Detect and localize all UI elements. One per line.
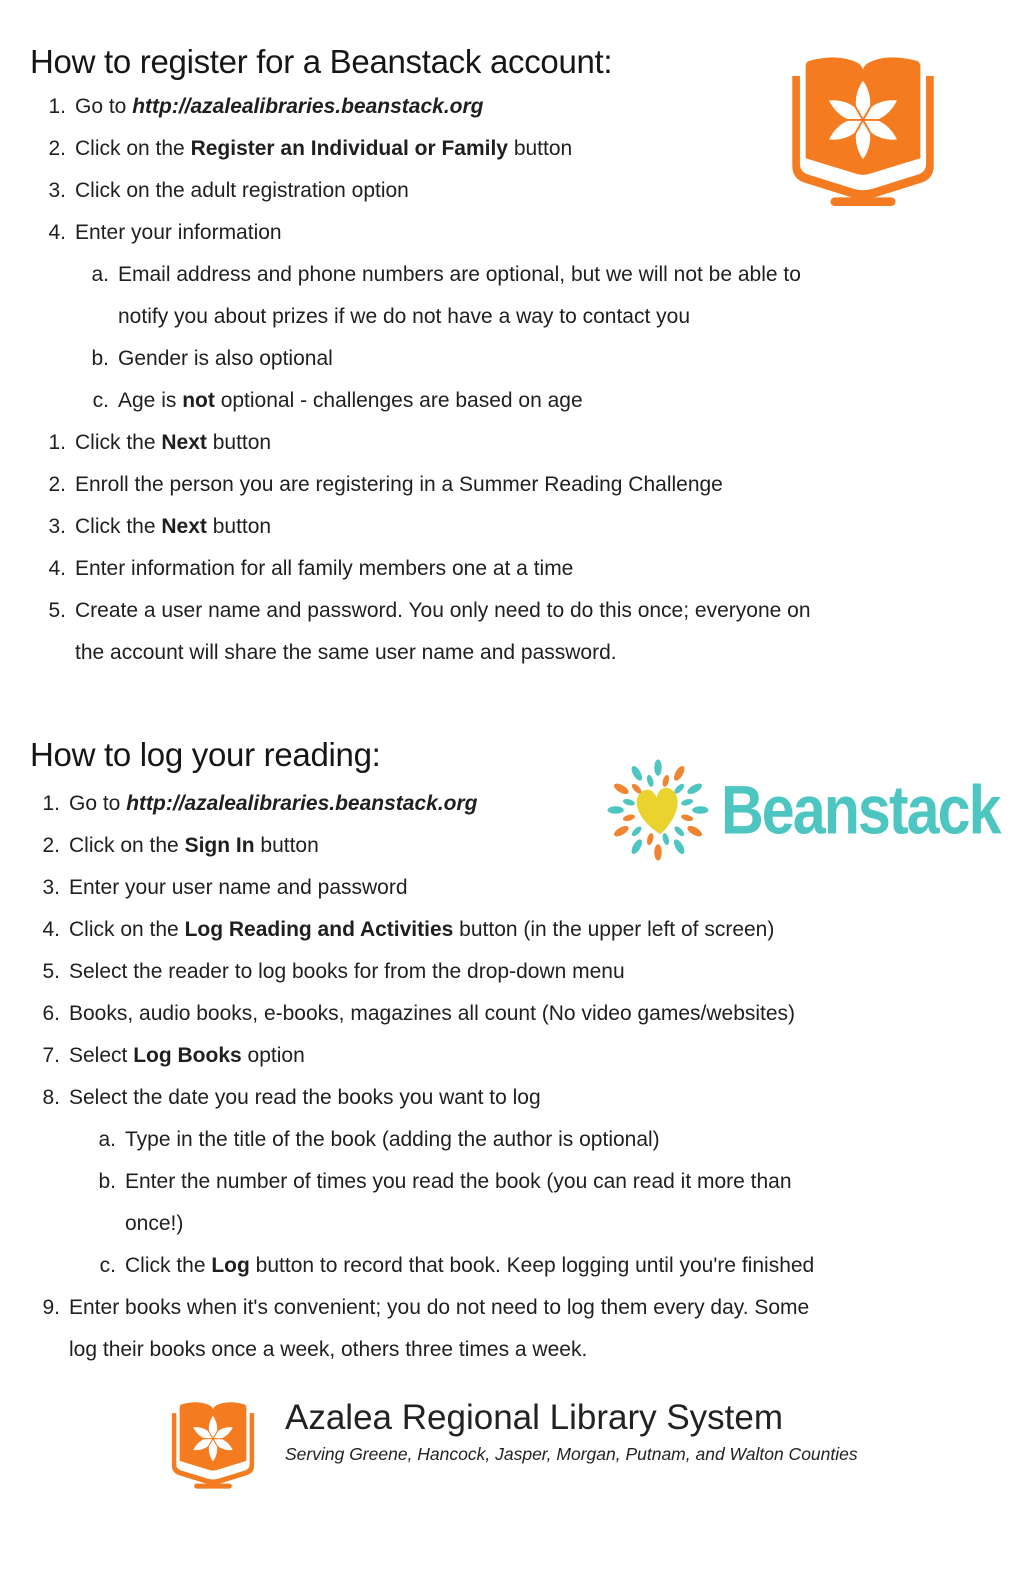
step-text: Enter information for all family members one at a time [75, 557, 574, 580]
step-text: Click the Next button [75, 515, 272, 538]
step-text: Enroll the person you are registering in a Summer Reading Challenge [75, 473, 723, 496]
step-text: Select the reader to log books for from the drop-down menu [69, 960, 625, 983]
step [30, 506, 811, 548]
step-marker: a. [98, 1128, 116, 1151]
step-text: Enter books when it's convenient; you do not need to log them every day. Some log their books once a week, others three times a week. [69, 1296, 810, 1361]
step [24, 993, 814, 1035]
step-marker: c. [92, 389, 109, 412]
book-flower-icon [777, 53, 949, 207]
sub-step [24, 1161, 814, 1245]
step-text: Click the Log button to record that book. Keep logging until you're finished [125, 1254, 815, 1277]
step-text: Create a user name and password. You only need to do this once; everyone on the account will share the same user name and password. [75, 599, 811, 664]
step-text: Enter the number of times you read the book (you can read it more than once!) [125, 1170, 792, 1235]
step-text: Go to http://azalealibraries.beanstack.org [75, 95, 484, 118]
step-text: Email address and phone numbers are optional, but we will not be able to notify you about prizes if we do not have a way to contact you [118, 263, 801, 328]
step-text: Select the date you read the books you want to log [69, 1086, 541, 1109]
beanstack-wordmark: Beanstack [721, 771, 1000, 849]
step [30, 422, 811, 464]
step [30, 464, 811, 506]
step [30, 170, 801, 212]
step-marker: 9. [42, 1296, 60, 1319]
step-marker: a. [91, 263, 109, 286]
step-marker: 2. [48, 137, 66, 160]
logging-section-title: How to log your reading: [30, 736, 381, 773]
register-section-title: How to register for a Beanstack account: [30, 43, 613, 80]
step-marker: 2. [42, 834, 60, 857]
step [24, 867, 814, 909]
step-marker: c. [99, 1254, 116, 1277]
step-text: Go to http://azalealibraries.beanstack.org [69, 792, 478, 815]
step [30, 212, 801, 254]
step [24, 1287, 814, 1371]
step-text: Click the Next button [75, 431, 272, 454]
footer-text-block [285, 1398, 858, 1465]
sub-step [30, 380, 801, 422]
step-marker: 4. [42, 918, 60, 941]
step-marker: 3. [48, 515, 66, 538]
step-text: Books, audio books, e-books, magazines all count (No video games/websites) [69, 1002, 796, 1025]
step [24, 825, 814, 867]
step-text: Age is not optional - challenges are based on age [118, 389, 583, 412]
step-marker: 8. [42, 1086, 60, 1109]
book-flower-icon [163, 1391, 263, 1498]
footer-library-logo [163, 1391, 263, 1498]
step [30, 590, 811, 674]
library-system-tagline: Serving Greene, Hancock, Jasper, Morgan, Putnam, and Walton Counties [285, 1444, 858, 1465]
step-marker: 1. [42, 792, 60, 815]
step [24, 783, 814, 825]
step-marker: 1. [48, 95, 66, 118]
step-marker: 4. [48, 221, 66, 244]
library-system-name: Azalea Regional Library System [285, 1398, 784, 1437]
sub-step [30, 338, 801, 380]
step-marker: b. [98, 1170, 116, 1193]
step-text: Click on the Log Reading and Activities button (in the upper left of screen) [69, 918, 775, 941]
register-steps-list [30, 86, 801, 422]
step-text: Enter your information [75, 221, 282, 244]
step-text: Enter your user name and password [69, 876, 408, 899]
step-text: Click on the Sign In button [69, 834, 319, 857]
step [24, 951, 814, 993]
step-marker: 5. [48, 599, 66, 622]
logging-steps-list [24, 783, 814, 1371]
sub-step [30, 254, 801, 338]
step-text: Type in the title of the book (adding the author is optional) [125, 1128, 660, 1151]
step-marker: b. [91, 347, 109, 370]
step [30, 128, 801, 170]
register-steps-list-2 [30, 422, 811, 674]
sub-step [24, 1245, 814, 1287]
step-text: Select Log Books option [69, 1044, 305, 1067]
step [24, 909, 814, 951]
step [24, 1077, 814, 1119]
step [24, 1035, 814, 1077]
library-book-flower-icon [777, 53, 949, 207]
sub-step [24, 1119, 814, 1161]
step-text: Click on the Register an Individual or Family button [75, 137, 573, 160]
step-text: Click on the adult registration option [75, 179, 409, 202]
step-marker: 7. [42, 1044, 60, 1067]
step [30, 548, 811, 590]
step [30, 86, 801, 128]
step-marker: 3. [42, 876, 60, 899]
step-marker: 5. [42, 960, 60, 983]
step-marker: 1. [48, 431, 66, 454]
step-marker: 3. [48, 179, 66, 202]
step-marker: 2. [48, 473, 66, 496]
step-marker: 6. [42, 1002, 60, 1025]
step-text: Gender is also optional [118, 347, 333, 370]
step-marker: 4. [48, 557, 66, 580]
